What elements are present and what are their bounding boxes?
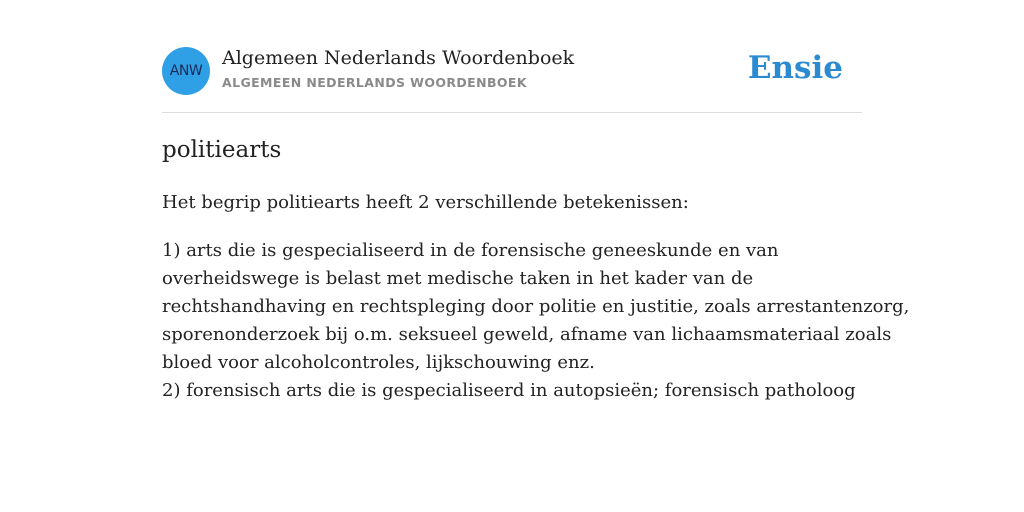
ensie-logo-link[interactable]: Ensie — [747, 50, 843, 86]
anw-logo[interactable]: ANW — [162, 47, 210, 95]
source-title[interactable]: Algemeen Nederlands Woordenboek — [222, 47, 575, 69]
definition-line: 2) forensisch arts die is gespecialiseerd in autopsieën; forensisch patholoog — [162, 380, 856, 401]
entry-intro: Het begrip politiearts heeft 2 verschillende betekenissen: — [162, 192, 689, 213]
source-subtitle: ALGEMEEN NEDERLANDS WOORDENBOEK — [222, 75, 527, 90]
definitions-list — [162, 237, 910, 405]
entry-word: politiearts — [162, 137, 282, 163]
definition-line: bloed voor alcoholcontroles, lijkschouwing enz. — [162, 352, 595, 373]
definition-line: overheidswege is belast met medische taken in het kader van de — [162, 268, 754, 289]
definition-line: rechtshandhaving en rechtspleging door politie en justitie, zoals arrestantenzorg, — [162, 296, 910, 317]
source-header — [162, 45, 862, 113]
definition-line: 1) arts die is gespecialiseerd in de forensische geneeskunde en van — [162, 240, 779, 261]
definition-line: sporenonderzoek bij o.m. seksueel geweld, afname van lichaamsmateriaal zoals — [162, 324, 892, 345]
